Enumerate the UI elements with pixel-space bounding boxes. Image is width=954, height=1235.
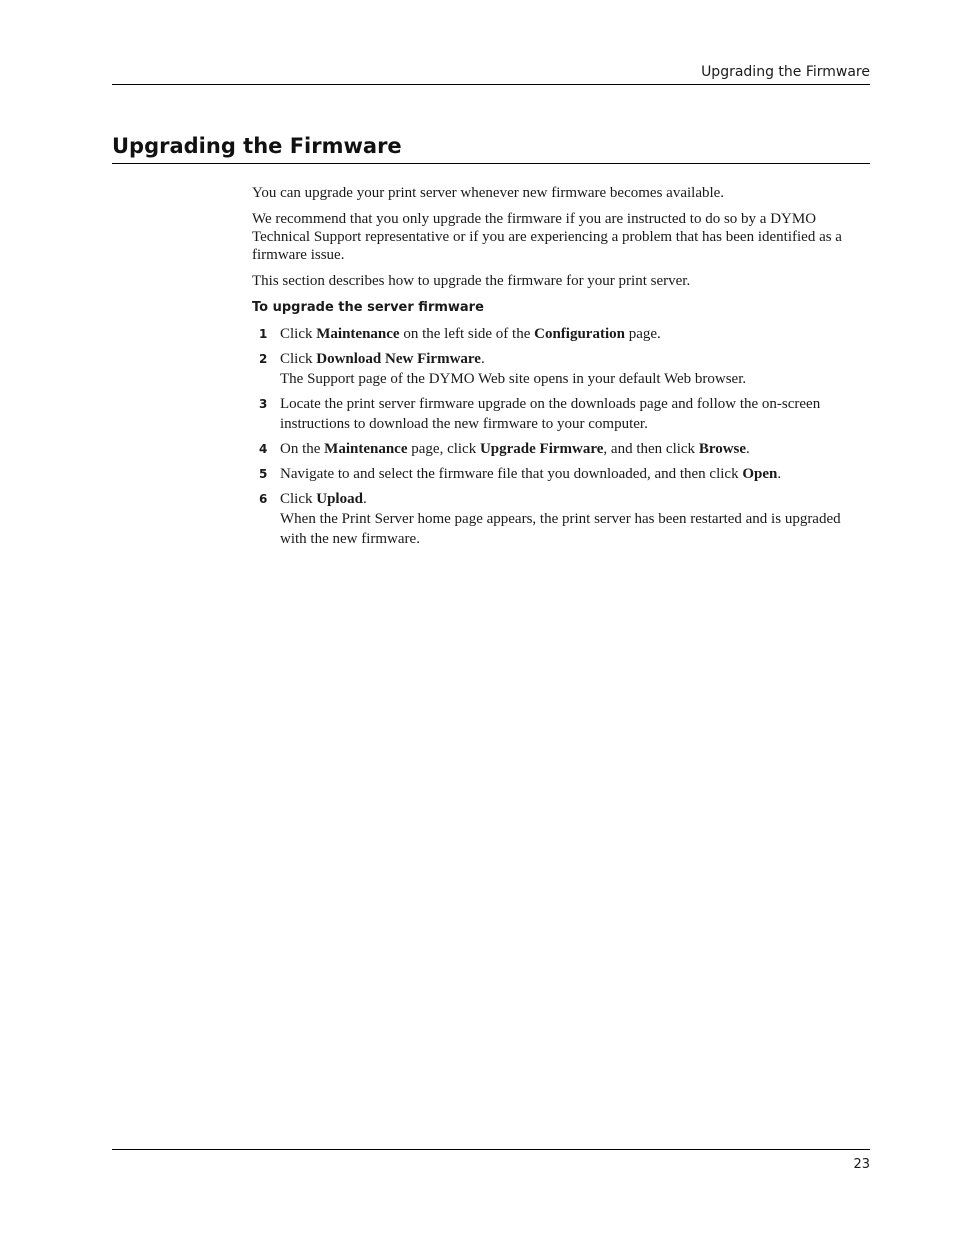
step-text: . — [746, 441, 750, 457]
ui-term: Download New Firmware — [316, 351, 481, 367]
step-3 — [252, 394, 870, 434]
ui-term: Maintenance — [324, 441, 408, 457]
ui-term: Browse — [698, 441, 747, 457]
step-text: , and then click — [603, 441, 699, 457]
body-content — [252, 184, 870, 554]
step-number: 1 — [259, 327, 268, 341]
step-text: Click — [280, 491, 317, 507]
procedure-heading: To upgrade the server firmware — [252, 300, 484, 315]
ui-term: Upgrade Firmware — [479, 441, 604, 457]
step-text: . — [777, 466, 782, 482]
page-number: 23 — [853, 1157, 870, 1172]
intro-paragraph: You can upgrade your print server whenever new firmware becomes available. — [252, 185, 725, 201]
step-result: When the Print Server home page appears, the print server has been restarted and is upgraded with the new firmware. — [280, 511, 841, 547]
step-6 — [252, 489, 870, 549]
ui-term: Upload — [316, 491, 363, 507]
title-rule — [112, 163, 870, 164]
step-text: . — [480, 351, 485, 367]
step-number: 2 — [259, 352, 268, 366]
procedure-steps — [252, 324, 870, 549]
step-text: Locate the print server firmware upgrade on the downloads page and follow the on-screen instructions to download the new firmware to your computer. — [280, 396, 821, 432]
header-rule — [112, 84, 870, 85]
description-paragraph: This section describes how to upgrade the firmware for your print server. — [252, 273, 691, 289]
step-text: Navigate to and select the firmware file that you downloaded, and then click — [280, 466, 743, 482]
step-2 — [252, 349, 870, 389]
step-text: . — [362, 491, 367, 507]
step-1 — [252, 324, 870, 344]
step-text: page, click — [407, 441, 480, 457]
step-text: On the — [280, 441, 325, 457]
ui-term: Configuration — [534, 326, 625, 342]
ui-term: Maintenance — [316, 326, 400, 342]
footer-rule — [112, 1149, 870, 1150]
running-header: Upgrading the Firmware — [701, 64, 870, 80]
step-text: Click — [280, 351, 317, 367]
step-4 — [252, 439, 870, 459]
step-text: Click — [280, 326, 317, 342]
step-number: 3 — [259, 397, 268, 411]
step-result: The Support page of the DYMO Web site opens in your default Web browser. — [280, 371, 747, 387]
step-text: on the left side of the — [399, 326, 535, 342]
ui-term: Open — [742, 466, 778, 482]
step-5 — [252, 464, 870, 484]
step-number: 5 — [259, 467, 268, 481]
step-number: 6 — [259, 492, 268, 506]
recommendation-paragraph: We recommend that you only upgrade the firmware if you are instructed to do so by a DYMO Technical Support representative or if you are experiencing a problem that has been identified as a firmware issue. — [252, 211, 842, 263]
step-number: 4 — [259, 442, 268, 456]
section-title: Upgrading the Firmware — [112, 134, 402, 158]
step-text: page. — [624, 326, 661, 342]
